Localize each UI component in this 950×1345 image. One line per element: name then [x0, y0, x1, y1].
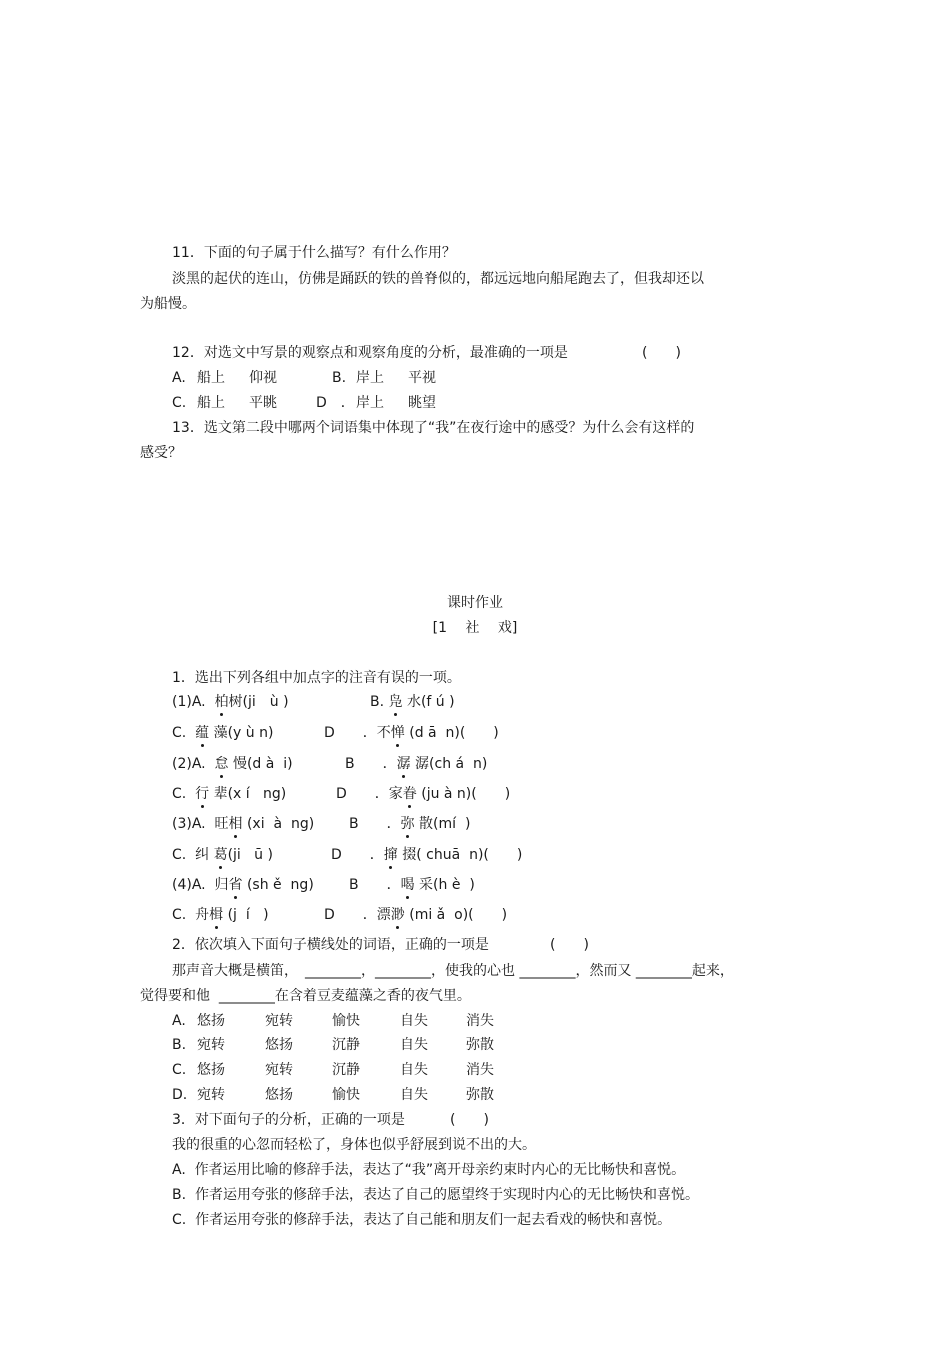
p2-option-d-label: D. — [172, 1087, 188, 1103]
p2-option-a-label: A. — [172, 1013, 186, 1029]
q13-prompt-line1: 13．选文第二段中哪两个词语集中体现了“我”在夜行途中的感受？为什么会有这样的 — [172, 420, 695, 436]
p2-option-word: 自失 — [400, 1037, 428, 1053]
q11-prompt: 11．下面的句子属于什么描写？有什么作用？ — [172, 245, 456, 261]
p2-option-word: 宛转 — [197, 1037, 225, 1053]
q12-option-b-word2: 平视 — [408, 370, 436, 386]
p1-prompt: 1．选出下列各组中加点字的注音有误的一项。 — [172, 670, 461, 686]
p2-option-word: 悠扬 — [197, 1062, 225, 1078]
q12-option-c-label: C. — [172, 395, 187, 411]
emphasis-dot-char: 潺 — [396, 756, 411, 772]
p1-g1-option-a: (1)A. 柏树(ji ù ) — [172, 694, 289, 710]
p1-g4-option-a: (4)A. 归省 (sh ě ng) — [172, 877, 314, 893]
q11-passage-line1: 淡黑的起伏的连山，仿佛是踊跃的铁的兽脊似的，都远远地向船尾跑去了，但我却还以 — [172, 271, 704, 287]
emphasis-dot-char: 弥 — [400, 816, 415, 832]
p3-sentence: 我的很重的心忽而轻松了，身体也似乎舒展到说不出的大。 — [172, 1137, 536, 1153]
q12-option-c-word1: 船上 — [197, 395, 225, 411]
emphasis-dot-char: 凫 — [388, 694, 403, 710]
p2-answer-paren: ( ) — [550, 937, 589, 953]
p1-g3-option-a: (3)A. 旺相 (xi à ng) — [172, 816, 315, 832]
p2-option-word: 愉快 — [332, 1013, 360, 1029]
q12-answer-paren: ( ) — [642, 345, 681, 361]
emphasis-dot-char: 撺 — [383, 847, 398, 863]
p2-option-word: 沉静 — [332, 1037, 360, 1053]
p2-option-word: 弥散 — [466, 1087, 494, 1103]
homework-subtitle: [1 社 戏] — [432, 620, 518, 636]
p1-g1-option-c: C. 蕴 藻(y ù n) — [172, 725, 274, 741]
p2-sentence-line1: 那声音大概是横笛， ________，________，使我的心也 ________，然而又 ________起来， — [172, 963, 734, 979]
q12-option-b-label: B. — [332, 370, 347, 386]
q12-option-a-label: A. — [172, 370, 186, 386]
emphasis-dot-char: 渺 — [390, 907, 405, 923]
p2-option-word: 悠扬 — [265, 1087, 293, 1103]
emphasis-dot-char: 喝 — [400, 877, 415, 893]
emphasis-dot-char: 柏 — [214, 694, 229, 710]
p1-g2-option-d: D ．家眷 (ju à n)( ) — [336, 786, 511, 802]
q12-option-c-word2: 平眺 — [249, 395, 277, 411]
p3-option-b: B. 作者运用夸张的修辞手法，表达了自己的愿望终于实现时内心的无比畅快和喜悦。 — [172, 1187, 699, 1203]
emphasis-dot-char: 蕴 — [195, 725, 210, 741]
p2-option-word: 悠扬 — [197, 1013, 225, 1029]
p3-option-c: C. 作者运用夸张的修辞手法，表达了自己能和朋友们一起去看戏的畅快和喜悦。 — [172, 1212, 672, 1228]
p2-sentence-line2: 觉得要和他 ________在含着豆麦蕴藻之香的夜气里。 — [140, 988, 471, 1004]
p1-g3-option-d: D ．撺 掇( chuā n)( ) — [331, 847, 523, 863]
q12-option-d-word1: 岸上 — [356, 395, 384, 411]
q12-option-d-label: D ． — [316, 395, 355, 411]
p1-g4-option-d: D ．漂渺 (mi ǎ o)( ) — [324, 907, 508, 923]
p1-g1-option-d: D ．不惮 (d ā n)( ) — [324, 725, 499, 741]
q11-passage-line2: 为船慢。 — [140, 296, 196, 312]
emphasis-dot-char: 相 — [228, 816, 243, 832]
emphasis-dot-char: 惮 — [390, 725, 405, 741]
p2-option-word: 自失 — [400, 1062, 428, 1078]
p2-option-c-label: C. — [172, 1062, 187, 1078]
emphasis-dot-char: 怠 — [214, 756, 229, 772]
p3-prompt: 3．对下面句子的分析，正确的一项是 — [172, 1112, 405, 1128]
q12-prompt: 12．对选文中写景的观察点和观察角度的分析，最准确的一项是 — [172, 345, 568, 361]
emphasis-dot-char: 省 — [228, 877, 243, 893]
p1-g2-option-c: C. 行 辈(x í ng) — [172, 786, 287, 802]
emphasis-dot-char: 葛 — [213, 847, 228, 863]
p1-g1-option-b: B. 凫 水(f ú ) — [370, 694, 455, 710]
p1-g2-option-a: (2)A. 怠 慢(d à i) — [172, 756, 293, 772]
p2-option-b-label: B. — [172, 1037, 187, 1053]
p2-option-word: 消失 — [466, 1013, 494, 1029]
homework-title: 课时作业 — [447, 595, 503, 611]
p1-g3-option-c: C. 纠 葛(ji ū ) — [172, 847, 273, 863]
p2-option-word: 沉静 — [332, 1062, 360, 1078]
p2-option-word: 宛转 — [265, 1062, 293, 1078]
q13-prompt-line2: 感受？ — [140, 445, 182, 461]
p3-answer-paren: ( ) — [450, 1112, 489, 1128]
emphasis-dot-char: 楫 — [209, 907, 224, 923]
p2-option-word: 自失 — [400, 1087, 428, 1103]
p3-option-a: A. 作者运用比喻的修辞手法，表达了“我”离开母亲约束时内心的无比畅快和喜悦。 — [172, 1162, 686, 1178]
emphasis-dot-char: 行 — [195, 786, 210, 802]
q12-option-a-word1: 船上 — [197, 370, 225, 386]
p1-g2-option-b: B ．潺 潺(ch á n) — [345, 756, 488, 772]
p2-option-word: 悠扬 — [265, 1037, 293, 1053]
p2-option-word: 宛转 — [265, 1013, 293, 1029]
p2-option-word: 消失 — [466, 1062, 494, 1078]
p2-option-word: 自失 — [400, 1013, 428, 1029]
q12-option-a-word2: 仰视 — [249, 370, 277, 386]
p2-option-word: 愉快 — [332, 1087, 360, 1103]
p1-g4-option-c: C. 舟楫 (j í ) — [172, 907, 269, 923]
q12-option-d-word2: 眺望 — [408, 395, 436, 411]
p2-prompt: 2．依次填入下面句子横线处的词语，正确的一项是 — [172, 937, 489, 953]
p1-g3-option-b: B ．弥 散(mí ) — [349, 816, 471, 832]
p2-option-word: 宛转 — [197, 1087, 225, 1103]
emphasis-dot-char: 眷 — [402, 786, 417, 802]
p2-option-word: 弥散 — [466, 1037, 494, 1053]
p1-g4-option-b: B ．喝 采(h è ) — [349, 877, 475, 893]
q12-option-b-word1: 岸上 — [356, 370, 384, 386]
